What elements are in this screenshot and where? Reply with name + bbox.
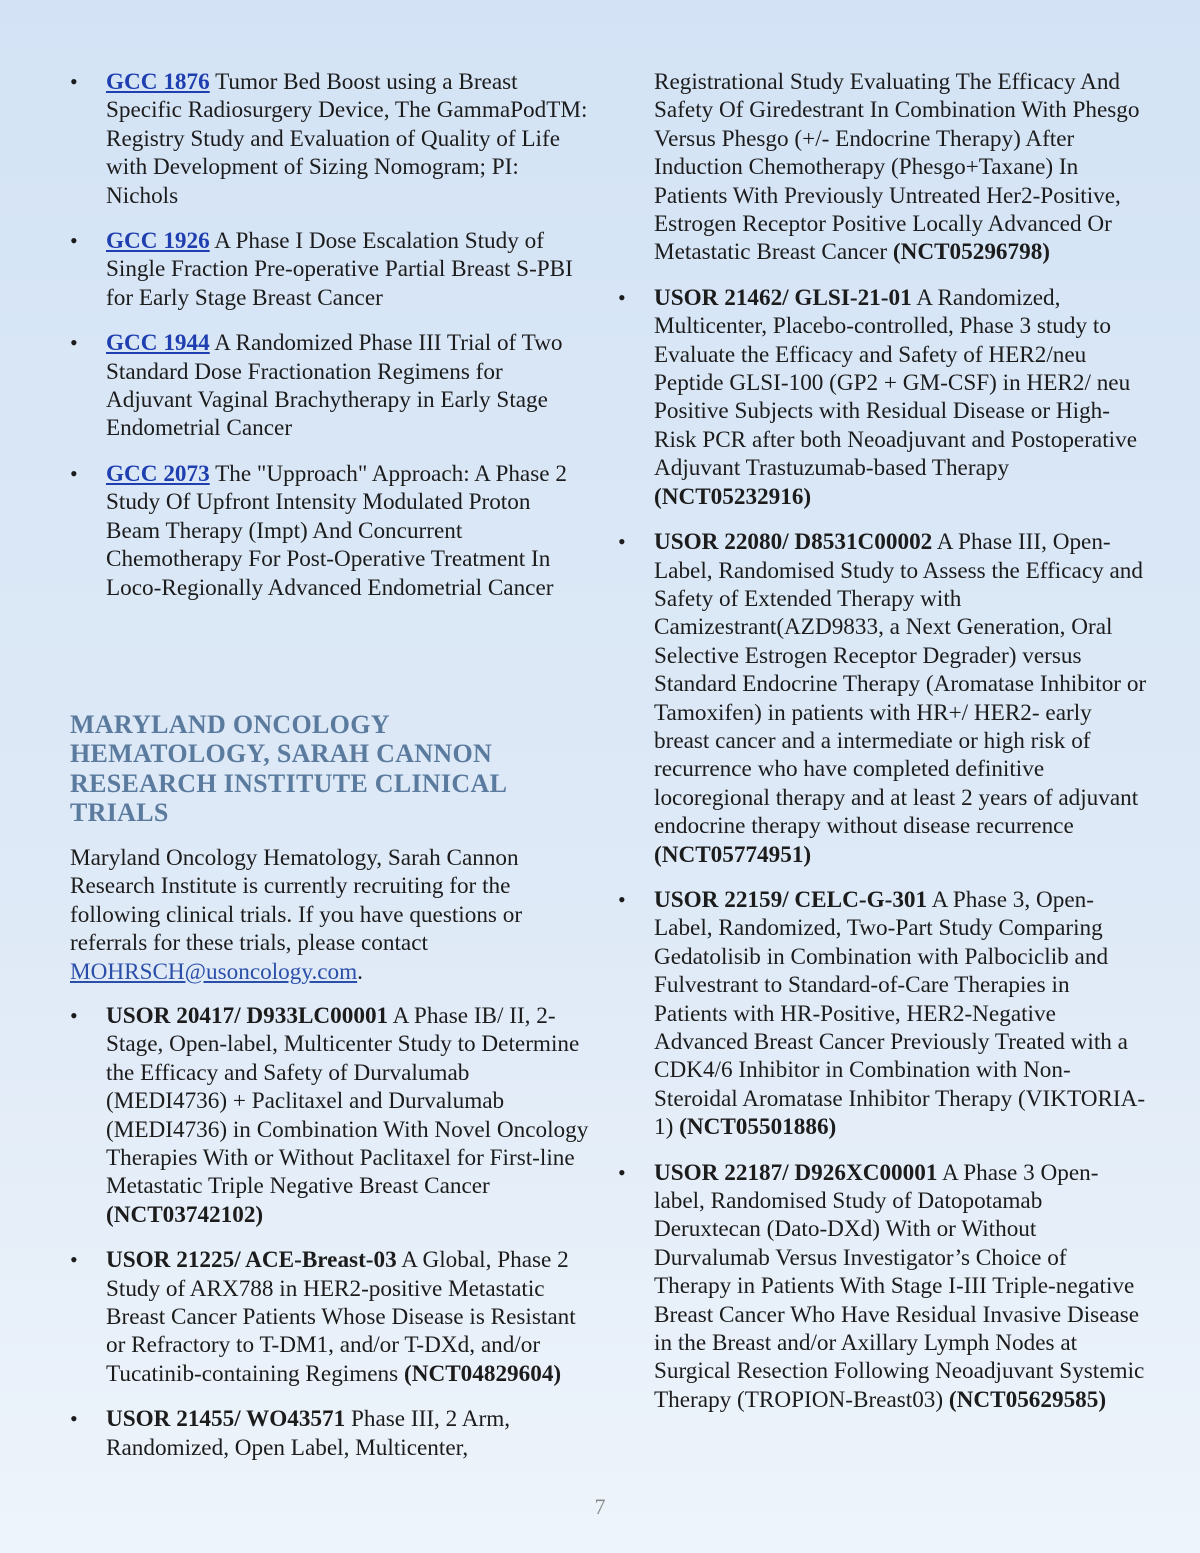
trial-code: USOR 22159/ CELC-G-301 <box>654 886 928 913</box>
bullet-icon: • <box>70 460 78 486</box>
nct-number: (NCT05774951) <box>654 841 812 868</box>
trial-description: A Randomized Phase III Trial of Two Standard Dose Fractionation Regimens for Adjuvant Vaginal Brachytherapy in Early Stage Endometrial Cancer <box>106 330 563 442</box>
bullet-icon: • <box>70 69 78 94</box>
trial-code: USOR 21455/ WO43571 <box>106 1406 346 1433</box>
trial-description: The "Upproach" Approach: A Phase 2 Study Of Upfront Intensity Modulated Proton Beam Therapy (Impt) And Concurrent Chemotherapy For Post-Operative Treatment In Loco-Regionally Advanced Endometrial Cancer <box>106 460 567 601</box>
nct-number: (NCT05501886) <box>679 1114 837 1141</box>
bullet-icon: • <box>70 1406 78 1432</box>
usor-trial-list <box>70 1002 590 1462</box>
trial-code: USOR 22080/ D8531C00002 <box>654 529 933 556</box>
trial-link[interactable]: GCC 1926 <box>106 228 210 255</box>
bullet-icon: • <box>618 886 626 912</box>
bullet-icon: • <box>70 1247 78 1273</box>
list-item <box>70 1002 590 1229</box>
list-item <box>618 284 1148 511</box>
bullet-icon: • <box>618 1159 626 1185</box>
list-item <box>618 528 1148 869</box>
left-column <box>70 68 590 1479</box>
nct-number: (NCT05629585) <box>948 1386 1107 1413</box>
trial-description: A Randomized, Multicenter, Placebo-controlled, Phase 3 study to Evaluate the Efficacy and Safety of HER2/neu Peptide GLSI-100 (GP2 + GM-CSF) in HER2/ neu Positive Subjects with Residual Disease or High-Risk PCR after both Neoadjuvant and Postoperative Adjuvant Trastuzumab-based Therapy <box>654 284 1137 482</box>
trial-code: USOR 21462/ GLSI-21-01 <box>654 284 912 311</box>
list-item <box>70 329 590 443</box>
nct-number: (NCT05232916) <box>654 483 812 510</box>
trial-code: USOR 20417/ D933LC00001 <box>106 1002 389 1029</box>
trial-description: A Phase III, Open-Label, Randomised Study to Assess the Efficacy and Safety of Extended Therapy with Camizestrant(AZD9833, a Next Generation, Oral Selective Estrogen Receptor Degrader) versus Standard Endocrine Therapy (Aromatase Inhibitor or Tamoxifen) in patients with HR+/ HER2- early breast cancer and a intermediate or high risk of recurrence who have completed definitive locoregional therapy and at least 2 years of adjuvant endocrine therapy without disease recurrence <box>654 529 1147 840</box>
trial-description: Phase III, 2 Arm, Randomized, Open Label, Multicenter, <box>106 1406 511 1461</box>
trial-description: A Phase I Dose Escalation Study of Single Fraction Pre-operative Partial Breast S-PBI for Early Stage Breast Cancer <box>106 228 573 311</box>
list-item <box>618 886 1148 1142</box>
intro-paragraph <box>70 844 590 986</box>
trial-description: A Phase 3 Open-label, Randomised Study of Datopotamab Deruxtecan (Dato-DXd) With or Without Durvalumab Versus Investigator’s Choice of Therapy in Patients With Stage I-III Triple-negative Breast Cancer Who Have Residual Invasive Disease in the Breast and/or Axillary Lymph Nodes at Surgical Resection Following Neoadjuvant Systemic Therapy (TROPION-Breast03) <box>654 1159 1145 1413</box>
list-item <box>70 1246 590 1388</box>
bullet-icon: • <box>618 529 626 555</box>
bullet-icon: • <box>70 228 78 254</box>
trial-link[interactable]: GCC 1876 <box>106 69 210 95</box>
trial-link[interactable]: GCC 1944 <box>106 330 210 357</box>
trial-code: USOR 22187/ D926XC00001 <box>654 1159 938 1186</box>
list-item-continuation <box>618 68 1148 267</box>
trial-description: Registrational Study Evaluating The Efficacy And Safety Of Giredestrant In Combination With Phesgo Versus Phesgo (+/- Endocrine Therapy) After Induction Chemotherapy (Phesgo+Taxane) In Patients With Previously Untreated Her2-Positive, Estrogen Receptor Positive Locally Advanced Or Metastatic Breast Cancer <box>654 69 1140 266</box>
trial-description: A Phase IB/ II, 2-Stage, Open-label, Multicenter Study to Determine the Efficacy and Safety of Durvalumab (MEDI4736) + Paclitaxel and Durvalumab (MEDI4736) in Combination With Novel Oncology Therapies With or Without Paclitaxel for First-line Metastatic Triple Negative Breast Cancer <box>106 1002 589 1200</box>
trial-description: A Global, Phase 2 Study of ARX788 in HER2-positive Metastatic Breast Cancer Patients Whose Disease is Resistant or Refractory to T-DM1, and/or T-DXd, and/or Tucatinib-containing Regimens <box>106 1247 576 1387</box>
intro-end: . <box>357 958 363 985</box>
bullet-icon: • <box>70 330 78 356</box>
bullet-icon: • <box>618 284 626 310</box>
nct-number: (NCT05296798) <box>892 239 1051 266</box>
list-item <box>70 68 590 210</box>
list-item <box>618 1159 1148 1415</box>
trial-description: A Phase 3, Open-Label, Randomized, Two-Part Study Comparing Gedatolisib in Combination with Palbociclib and Fulvestrant to Standard-of-Care Therapies in Patients with HR-Positive, HER2-Negative Advanced Breast Cancer Previously Treated with a CDK4/6 Inhibitor in Combination with Non-Steroidal Aromatase Inhibitor Therapy (VIKTORIA-1) <box>654 886 1146 1141</box>
contact-email-link[interactable]: MOHRSCH@usoncology.com <box>70 958 358 985</box>
bullet-icon: • <box>70 1002 78 1028</box>
intro-text: Maryland Oncology Hematology, Sarah Cannon Research Institute is currently recruiting for the following clinical trials. If you have questions or referrals for these trials, please contact <box>70 844 523 957</box>
trial-code: USOR 21225/ ACE-Breast-03 <box>106 1247 397 1274</box>
trial-description: Tumor Bed Boost using a Breast Specific Radiosurgery Device, The GammaPodTM: Registry Study and Evaluation of Quality of Life with Development of Sizing Nomogram; PI: Nichols <box>106 69 588 209</box>
nct-number: (NCT04829604) <box>403 1360 562 1387</box>
page-number: 7 <box>594 1494 606 1519</box>
section-heading: MARYLAND ONCOLOGY HEMATOLOGY, SARAH CANNON RESEARCH INSTITUTE CLINICAL TRIALS <box>70 709 506 828</box>
trial-link[interactable]: GCC 2073 <box>106 460 210 487</box>
list-item <box>70 227 590 312</box>
nct-number: (NCT03742102) <box>106 1201 264 1228</box>
gcc-trial-list <box>70 68 590 602</box>
usor-trial-list-continued <box>618 68 1148 1414</box>
list-item <box>70 460 590 602</box>
list-item <box>70 1405 590 1462</box>
right-column <box>618 68 1148 1431</box>
